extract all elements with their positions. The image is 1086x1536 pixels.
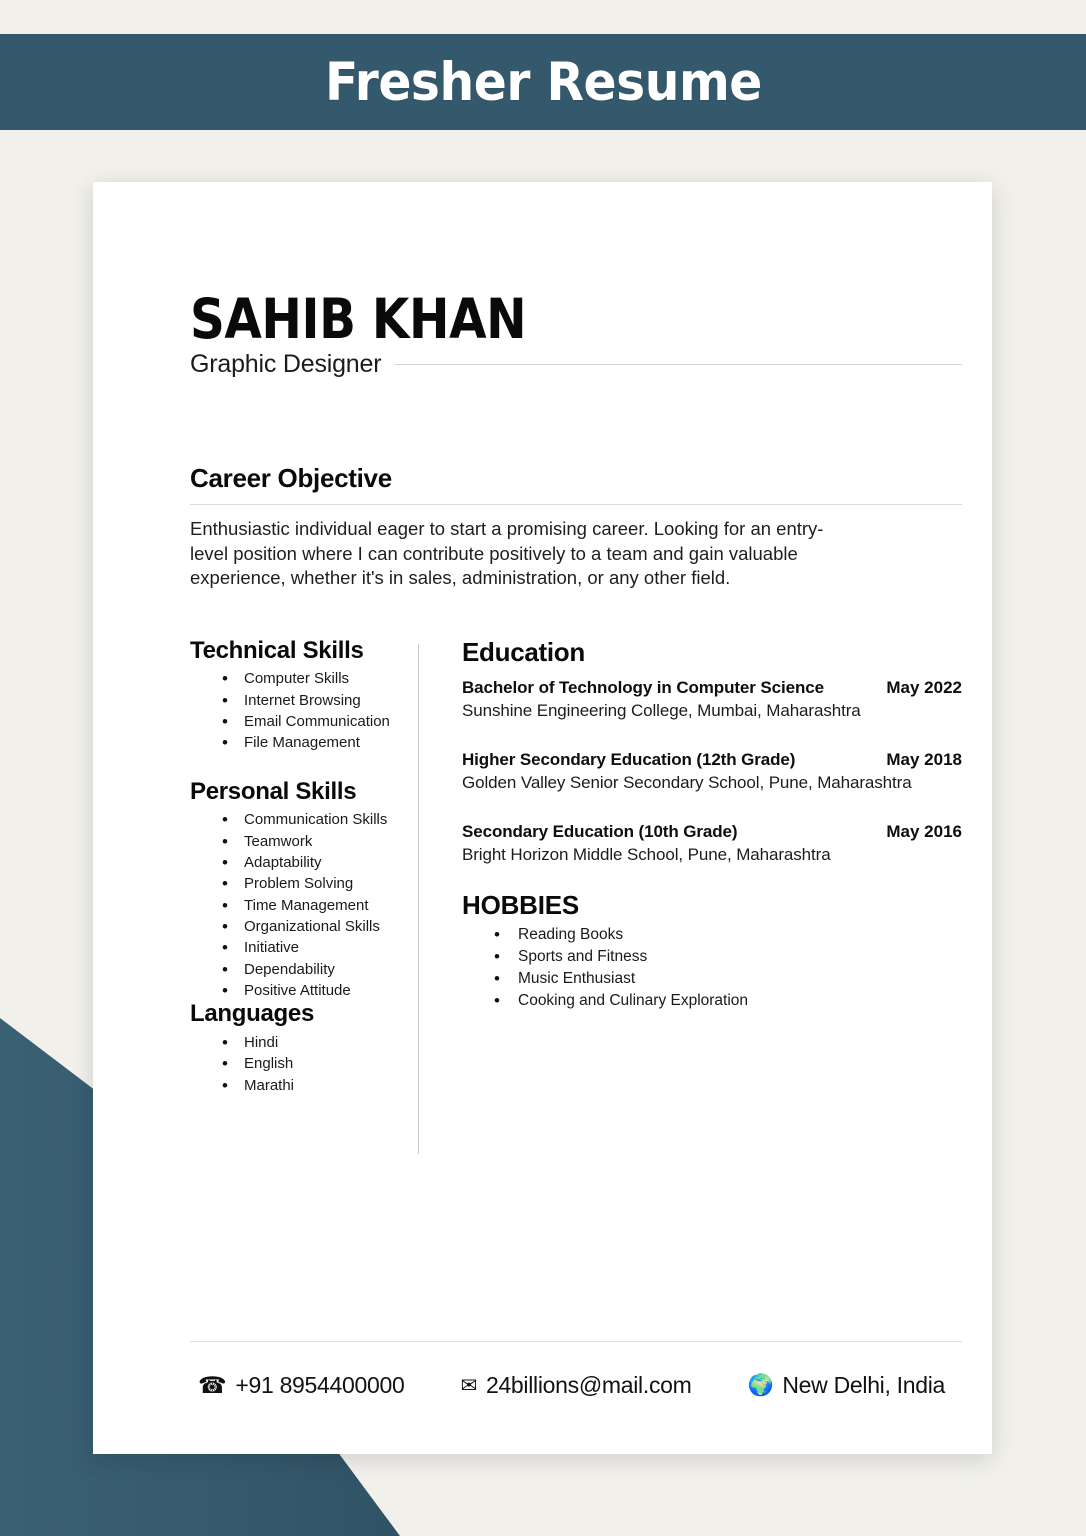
job-title-row xyxy=(190,350,979,379)
list-item: • Email Communication xyxy=(190,711,406,732)
body-columns xyxy=(190,638,979,1154)
list-item: • Organizational Skills xyxy=(190,916,406,937)
education-school: Sunshine Engineering College, Mumbai, Maharashtra xyxy=(462,700,861,720)
hobbies-title: HOBBIES xyxy=(462,889,580,920)
education-degree: Higher Secondary Education (12th Grade) xyxy=(462,749,796,769)
telephone-icon: ☎ xyxy=(198,1372,227,1398)
list-item: • Problem Solving xyxy=(190,873,406,894)
list-item: • Cooking and Culinary Exploration xyxy=(462,990,979,1012)
list-item: • Time Management xyxy=(190,895,406,916)
contact-phone[interactable] xyxy=(198,1372,404,1399)
resume-page xyxy=(93,182,992,1454)
list-item: • Internet Browsing xyxy=(190,690,406,711)
education-school: Bright Horizon Middle School, Pune, Maharashtra xyxy=(462,844,831,864)
education-entry xyxy=(462,822,979,865)
list-item: • Adaptability xyxy=(190,852,406,873)
banner xyxy=(0,34,1086,130)
education-degree: Secondary Education (10th Grade) xyxy=(462,821,738,841)
hobbies-section xyxy=(462,891,979,1012)
education-entry xyxy=(462,750,979,793)
personal-skills-section xyxy=(190,779,406,1002)
list-item: • Computer Skills xyxy=(190,668,406,689)
left-column xyxy=(190,638,418,1154)
list-item: • Communication Skills xyxy=(190,809,406,830)
list-item: • Reading Books xyxy=(462,924,979,946)
career-objective-title: Career Objective xyxy=(190,463,392,494)
right-column xyxy=(419,638,979,1154)
education-title: Education xyxy=(462,636,585,667)
job-title: Graphic Designer xyxy=(190,350,382,379)
envelope-icon: ✉ xyxy=(460,1374,477,1397)
career-objective-text: Enthusiastic individual eager to start a promising career. Looking for an entry-level position where I can contribute positively to a team and gain valuable experience, whether it's in sales, administration, or any other field. xyxy=(190,518,824,589)
career-objective-section xyxy=(190,463,979,590)
education-section xyxy=(462,638,979,865)
location-value: New Delhi, India xyxy=(782,1372,946,1398)
list-item: • Sports and Fitness xyxy=(462,946,979,968)
name-header xyxy=(190,182,979,379)
education-date: May 2018 xyxy=(886,749,962,769)
phone-value: +91 8954400000 xyxy=(235,1372,405,1398)
technical-skills-title: Technical Skills xyxy=(190,636,364,664)
list-item: • Teamwork xyxy=(190,831,406,852)
languages-list xyxy=(190,1032,406,1096)
globe-icon: 🌍 xyxy=(747,1374,774,1397)
email-value: 24billions@mail.com xyxy=(485,1372,692,1398)
list-item: • Dependability xyxy=(190,959,406,980)
list-item: • Positive Attitude xyxy=(190,980,406,1001)
languages-section xyxy=(190,1001,406,1096)
page-title: SAHIB KHAN xyxy=(190,287,527,351)
contact-location[interactable] xyxy=(748,1372,946,1399)
education-date: May 2022 xyxy=(886,677,962,697)
education-school: Golden Valley Senior Secondary School, Pune, Maharashtra xyxy=(462,772,912,792)
footer xyxy=(190,1341,979,1399)
list-item: • Initiative xyxy=(190,937,406,958)
list-item: • Hindi xyxy=(190,1032,406,1053)
header-divider xyxy=(395,364,962,365)
technical-skills-section xyxy=(190,638,406,754)
technical-skills-list xyxy=(190,668,406,753)
education-entry xyxy=(462,678,979,721)
footer-divider xyxy=(190,1341,962,1342)
list-item: • Music Enthusiast xyxy=(462,968,979,990)
education-date: May 2016 xyxy=(886,821,962,841)
contact-row xyxy=(190,1372,979,1399)
personal-skills-title: Personal Skills xyxy=(190,777,357,805)
banner-title: Fresher Resume xyxy=(324,51,762,113)
list-item: • English xyxy=(190,1053,406,1074)
contact-email[interactable] xyxy=(460,1372,691,1399)
personal-skills-list xyxy=(190,809,406,1001)
list-item: • File Management xyxy=(190,732,406,753)
education-degree: Bachelor of Technology in Computer Science xyxy=(462,677,824,697)
list-item: • Marathi xyxy=(190,1075,406,1096)
hobbies-list xyxy=(462,924,979,1012)
languages-title: Languages xyxy=(190,1000,314,1028)
career-objective-divider xyxy=(190,504,962,505)
